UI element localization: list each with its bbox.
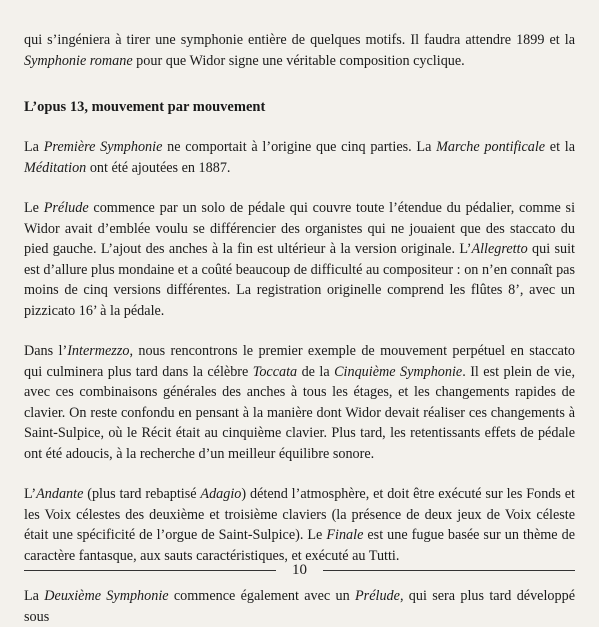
- page-number: 10: [292, 562, 307, 578]
- paragraph-4: Dans l’Intermezzo, nous rencontrons le premier exemple de mouvement perpétuel en staccato qui culminera plus tard dans la célèbre Toccata de la Cinquième Symphonie. Il est plein de vie, avec ces combinaisons générales des anches à tous les étages, et les changements rapides de clavier. On reste confondu en pensant à la manière dont Widor devait réaliser ces changements à Saint-Sulpice, où le Récit était au cinquième clavier. Plus tard, les retentissants effets de pédale ont été adoucis, à la recherche d’un meilleur équilibre sonore.: [24, 343, 575, 462]
- italic-run: Symphonie romane: [24, 52, 133, 69]
- italic-run: Marche pontificale: [436, 139, 546, 155]
- italic-run: Andante: [36, 486, 84, 502]
- paragraph-2: La Première Symphonie ne comportait à l’origine que cinq parties. La Marche pontificale et la Méditation ont été ajoutées en 1887.: [24, 139, 576, 176]
- italic-run: Prélude: [43, 200, 89, 216]
- paragraph-6: La Deuxième Symphonie commence également avec un Prélude, qui sera plus tard développé sous: [24, 588, 575, 625]
- italic-run: Prélude: [355, 588, 400, 604]
- italic-run: Finale: [326, 527, 364, 543]
- italic-run: Intermezzo: [67, 343, 130, 359]
- italic-run: Adagio: [200, 486, 242, 502]
- page-footer: [24, 562, 575, 579]
- section-heading: L’opus 13, mouvement par mouvement: [24, 99, 266, 115]
- italic-run: Méditation: [24, 159, 87, 176]
- italic-run: Allegretto: [471, 241, 528, 257]
- paragraph-1: qui s’ingéniera à tirer une symphonie entière de quelques motifs. Il faudra attendre 1899 et la Symphonie romane pour que Widor signe une véritable composition cyclique.: [24, 32, 575, 69]
- italic-run: Deuxième Symphonie: [44, 588, 169, 604]
- italic-run: Toccata: [252, 363, 298, 380]
- italic-run: Première Symphonie: [43, 139, 163, 155]
- paragraph-5: L’Andante (plus tard rebaptisé Adagio) détend l’atmosphère, et doit être exécuté sur les Fonds et les Voix célestes des deuxième et troisième claviers (la présence de deux jeux de Voix céleste était une spécificité de l’orgue de Saint-Sulpice). Le Finale est une fugue basée sur un thème de caractère fantasque, aux sauts caractéristiques, et exécuté au Tutti.: [24, 486, 575, 564]
- italic-run: Cinquième Symphonie: [334, 363, 463, 380]
- footer-rule-left: [24, 570, 276, 571]
- footer-rule-right: [323, 570, 575, 571]
- paragraph-3: Le Prélude commence par un solo de pédale qui couvre toute l’étendue du pédalier, comme si Widor avait d’emblée voulu se différencier des organistes qui ne jouaient que des staccato du pied gauche. L’ajout des anches à la fin est ultérieur à la version originale. L’Allegretto qui suit est d’allure plus mondaine et a coûté beaucoup de difficulté au compositeur : on n’en connaît pas moins de cinq versions différentes. La registration originelle comprend les flûtes 8’, avec un pizzicato 16’ à la pédale.: [24, 200, 576, 319]
